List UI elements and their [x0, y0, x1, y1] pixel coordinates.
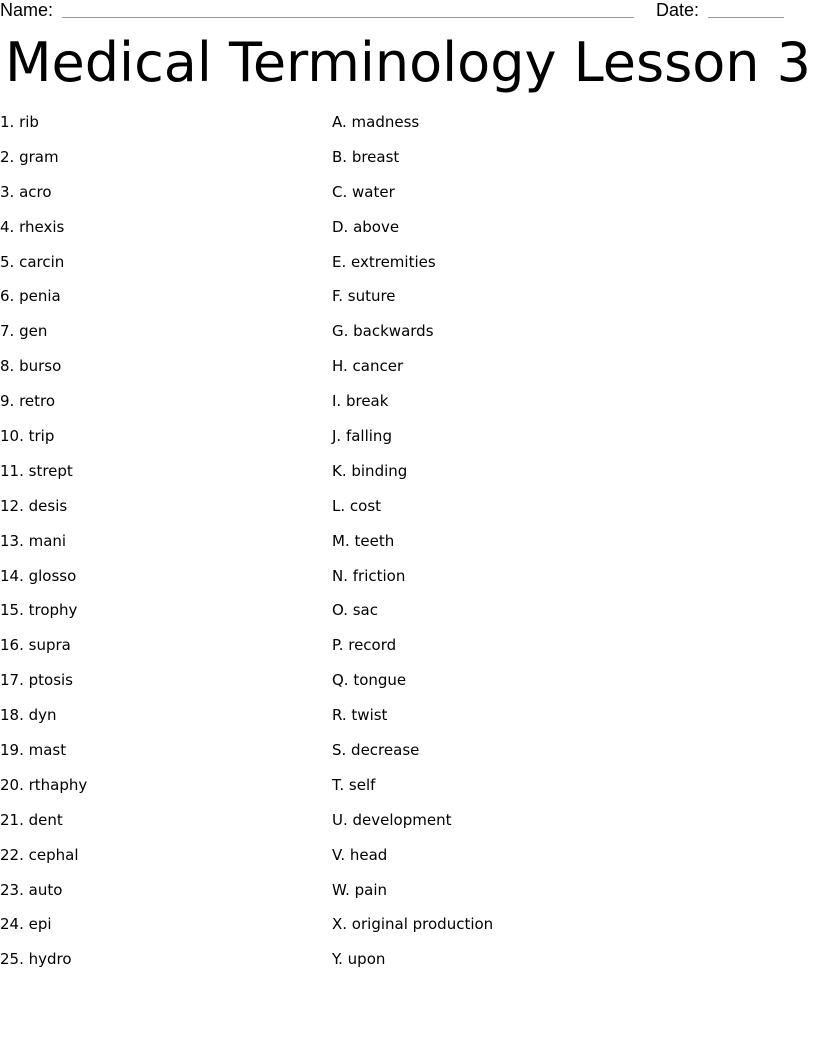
definition-item: W. pain	[332, 880, 388, 899]
name-blank-line	[62, 17, 634, 18]
definition-item: D. above	[332, 217, 400, 236]
definition-item: J. falling	[332, 427, 392, 446]
term-item: 4. rhexis	[0, 217, 65, 236]
term-item: 20. rthaphy	[0, 775, 88, 794]
definition-item: E. extremities	[332, 252, 436, 271]
definitions-list	[332, 112, 792, 984]
definition-item: I. break	[332, 392, 389, 411]
definition-item: P. record	[332, 636, 397, 655]
term-item: 16. supra	[0, 636, 71, 655]
definition-item: S. decrease	[332, 741, 420, 760]
term-item: 2. gram	[0, 147, 59, 166]
name-label: Name:	[0, 0, 54, 20]
term-item: 14. glosso	[0, 566, 77, 585]
definition-item: Y. upon	[332, 950, 386, 969]
term-item: 11. strept	[0, 461, 73, 480]
term-item: 7. gen	[0, 322, 48, 341]
definition-item: T. self	[332, 775, 376, 794]
definition-item: U. development	[332, 810, 452, 829]
terms-list	[0, 112, 320, 984]
term-item: 22. cephal	[0, 845, 79, 864]
definition-item: B. breast	[332, 147, 400, 166]
term-item: 8. burso	[0, 357, 62, 376]
worksheet-header	[0, 0, 816, 24]
term-item: 17. ptosis	[0, 671, 74, 690]
term-item: 12. desis	[0, 496, 68, 515]
definition-item: F. suture	[332, 287, 396, 306]
definition-item: Q. tongue	[332, 671, 407, 690]
definition-item: C. water	[332, 182, 395, 201]
term-item: 25. hydro	[0, 950, 72, 969]
definition-item: X. original production	[332, 915, 494, 934]
term-item: 9. retro	[0, 392, 56, 411]
term-item: 18. dyn	[0, 706, 57, 725]
term-item: 10. trip	[0, 427, 55, 446]
term-item: 3. acro	[0, 182, 52, 201]
term-item: 24. epi	[0, 915, 52, 934]
term-item: 23. auto	[0, 880, 63, 899]
definition-item: K. binding	[332, 461, 408, 480]
definition-item: L. cost	[332, 496, 382, 515]
date-blank-line	[708, 17, 784, 18]
term-item: 15. trophy	[0, 601, 78, 620]
definition-item: V. head	[332, 845, 388, 864]
definition-item: M. teeth	[332, 531, 395, 550]
definition-item: N. friction	[332, 566, 406, 585]
definition-item: G. backwards	[332, 322, 434, 341]
definition-item: O. sac	[332, 601, 378, 620]
term-item: 1. rib	[0, 113, 39, 131]
term-item: 19. mast	[0, 741, 67, 760]
date-label: Date:	[656, 0, 700, 20]
term-item: 13. mani	[0, 531, 67, 550]
term-item: 6. penia	[0, 287, 61, 306]
definition-item: H. cancer	[332, 357, 404, 376]
definition-item: A. madness	[332, 113, 420, 131]
term-item: 5. carcin	[0, 252, 65, 271]
page-title: Medical Terminology Lesson 3	[4, 31, 812, 94]
term-item: 21. dent	[0, 810, 63, 829]
definition-item: R. twist	[332, 706, 388, 725]
